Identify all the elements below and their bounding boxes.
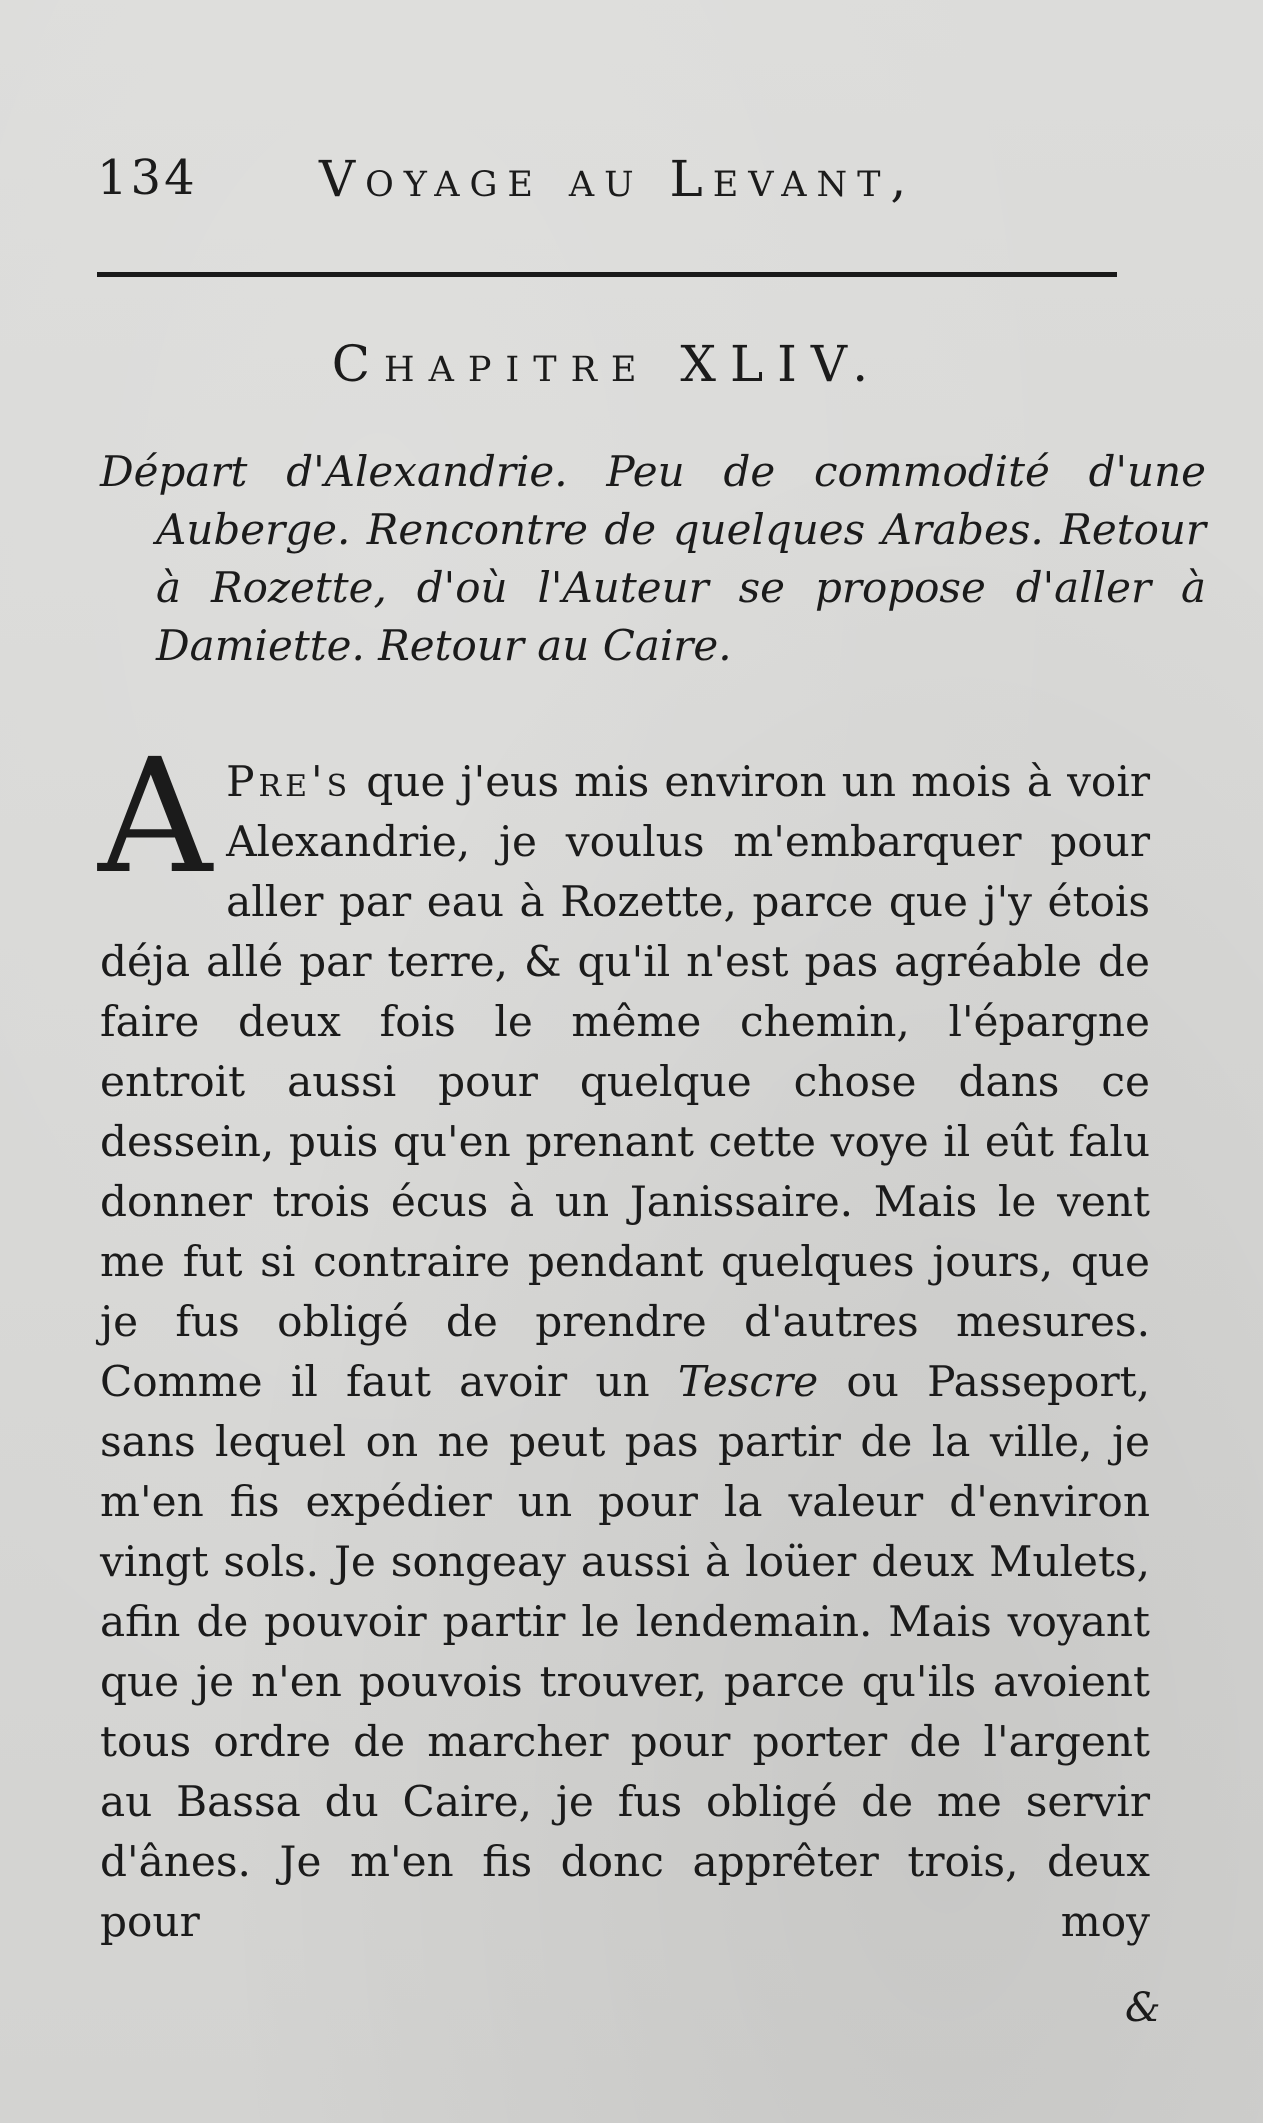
- catchword: &: [1125, 1985, 1161, 2031]
- lead-word: Pre's: [226, 757, 352, 806]
- body-text-part-2: ou Passeport, sans lequel on ne peut pas partir de la ville, je m'en fis expédier un pour la valeur d'environ vingt sols. Je songeay aussi à loüer deux Mulets, afin de pouvoir partir le lendemain. Mais voyant que je n'en pouvois trouver, parce qu'ils avoient tous ordre de marcher pour porter de l'argent au Bassa du Caire, je fus obligé de me servir d'ânes. Je m'en fis donc apprêter trois, deux pour moy: [100, 1357, 1150, 1946]
- chapter-summary: Départ d'Alexandrie. Peu de commodité d'une Auberge. Rencontre de quelques Arabes. Retour à Rozette, d'où l'Auteur se propose d'aller à Damiette. Retour au Caire.: [100, 447, 1206, 670]
- header-rule: [97, 272, 1117, 277]
- running-title: Voyage au Levant,: [319, 150, 917, 208]
- chapter-title: Chapitre XLIV.: [331, 335, 883, 393]
- italic-term: Tescre: [677, 1357, 819, 1406]
- page-header: [97, 150, 1117, 230]
- body-text-part-1: que j'eus mis environ un mois à voir Alexandrie, je voulus m'embarquer pour aller par eau à Rozette, parce que j'y étois déja allé par terre, & qu'il n'est pas agréable de faire deux fois le même chemin, l'épargne entroit aussi pour quelque chose dans ce dessein, puis qu'en prenant cette voye il eût falu donner trois écus à un Janissaire. Mais le vent me fut si contraire pendant quelques jours, que je fus obligé de prendre d'autres mesures. Comme il faut avoir un: [100, 757, 1150, 1406]
- drop-cap: A: [98, 725, 213, 909]
- page-number: 134: [97, 150, 198, 206]
- body-paragraph: [98, 725, 1150, 1952]
